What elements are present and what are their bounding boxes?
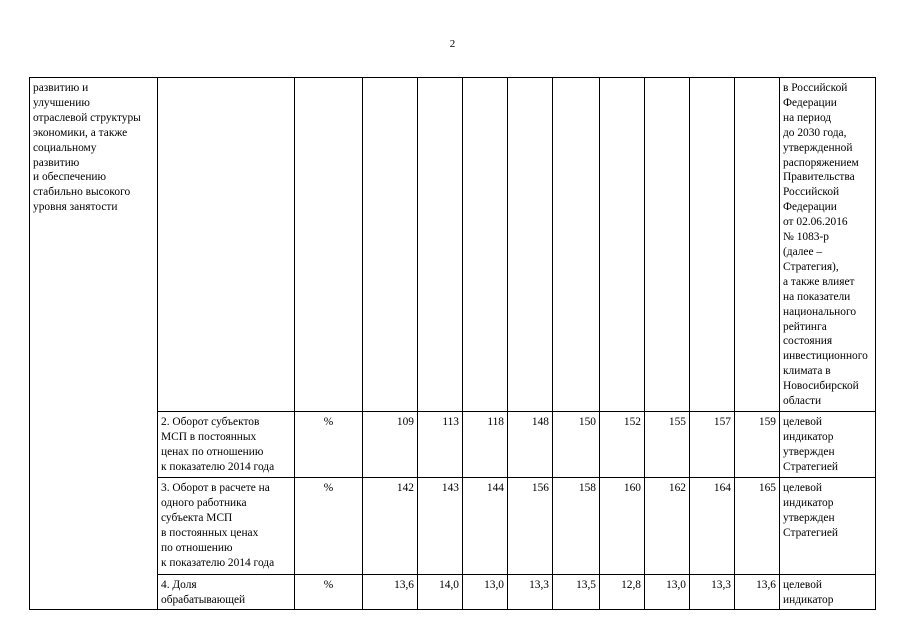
empty-cell bbox=[295, 78, 363, 412]
value-cell: 13,0 bbox=[645, 575, 690, 610]
value-cell: 152 bbox=[600, 412, 645, 478]
value-cell: 109 bbox=[363, 412, 418, 478]
empty-cell bbox=[690, 78, 735, 412]
value-cell: 13,3 bbox=[508, 575, 553, 610]
indicators-table bbox=[29, 77, 876, 610]
indicator-name-cell: 3. Оборот в расчете на одного работника субъекта МСП в постоянных ценах по отношению к показателю 2014 года bbox=[158, 478, 295, 575]
value-cell: 159 bbox=[735, 412, 780, 478]
value-cell: 162 bbox=[645, 478, 690, 575]
empty-cell bbox=[600, 78, 645, 412]
unit-cell: % bbox=[295, 412, 363, 478]
value-cell: 13,3 bbox=[690, 575, 735, 610]
value-cell: 142 bbox=[363, 478, 418, 575]
value-cell: 144 bbox=[463, 478, 508, 575]
value-cell: 148 bbox=[508, 412, 553, 478]
value-cell: 165 bbox=[735, 478, 780, 575]
empty-cell bbox=[735, 78, 780, 412]
value-cell: 13,6 bbox=[363, 575, 418, 610]
value-cell: 156 bbox=[508, 478, 553, 575]
empty-cell bbox=[363, 78, 418, 412]
note-cell: целевой индикатор bbox=[780, 575, 876, 610]
value-cell: 14,0 bbox=[418, 575, 463, 610]
table-row bbox=[30, 78, 876, 412]
empty-cell bbox=[508, 78, 553, 412]
note-cell: целевой индикатор утвержден Стратегией bbox=[780, 412, 876, 478]
indicator-name-cell: 2. Оборот субъектов МСП в постоянных ценах по отношению к показателю 2014 года bbox=[158, 412, 295, 478]
goal-text-cell: развитию и улучшению отраслевой структуры экономики, а также социальному развитию и обеспечению стабильно высокого уровня занятости bbox=[30, 78, 158, 610]
note-cell: в Российской Федерации на период до 2030 года, утвержденной распоряжением Правительства Российской Федерации от 02.06.2016 № 1083-р (далее – Стратегия), а также влияет на показатели национального рейтинга состояния инвестиционного климата в Новосибирской области bbox=[780, 78, 876, 412]
value-cell: 150 bbox=[553, 412, 600, 478]
value-cell: 13,6 bbox=[735, 575, 780, 610]
value-cell: 158 bbox=[553, 478, 600, 575]
value-cell: 143 bbox=[418, 478, 463, 575]
value-cell: 160 bbox=[600, 478, 645, 575]
empty-cell bbox=[553, 78, 600, 412]
empty-cell bbox=[418, 78, 463, 412]
value-cell: 118 bbox=[463, 412, 508, 478]
value-cell: 13,5 bbox=[553, 575, 600, 610]
note-cell: целевой индикатор утвержден Стратегией bbox=[780, 478, 876, 575]
page-number: 2 bbox=[449, 38, 456, 50]
value-cell: 164 bbox=[690, 478, 735, 575]
empty-cell bbox=[645, 78, 690, 412]
empty-cell bbox=[158, 78, 295, 412]
value-cell: 113 bbox=[418, 412, 463, 478]
empty-cell bbox=[463, 78, 508, 412]
value-cell: 12,8 bbox=[600, 575, 645, 610]
value-cell: 157 bbox=[690, 412, 735, 478]
value-cell: 155 bbox=[645, 412, 690, 478]
value-cell: 13,0 bbox=[463, 575, 508, 610]
unit-cell: % bbox=[295, 478, 363, 575]
unit-cell: % bbox=[295, 575, 363, 610]
indicator-name-cell: 4. Доля обрабатывающей bbox=[158, 575, 295, 610]
